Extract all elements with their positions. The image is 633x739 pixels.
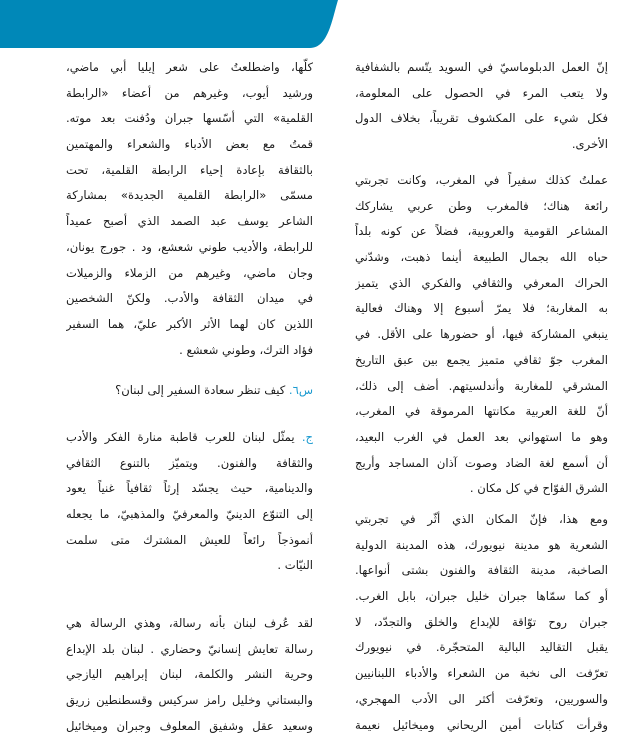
text-line: فؤاد الترك، وطوني شعشع . xyxy=(179,342,313,357)
text-line: الشرق الفوّاح في كل مكان . xyxy=(469,481,608,496)
interview-question xyxy=(66,378,313,404)
text-line: وجان ماضي، وغيرهم من الزملاء والزميلات xyxy=(66,265,313,280)
text-line: والسوريين، وتعرّفت أكثر الى الأدب المهجري، xyxy=(355,691,608,706)
text-line: الشاعر يوسف عبد الصمد الذي أصبح عميداً xyxy=(66,214,313,229)
text-line: المغرب جوّ ثقافي متميز يجمع بين عبق التاريخ xyxy=(355,352,608,367)
text-line: وقرأت كتابات أمين الريحاني وميخائيل نعيمة xyxy=(355,717,608,732)
text-line: وهو ما استهواني بعد العمل في الغرب البعيد، xyxy=(355,429,608,444)
text-line: ومع هذا، فإنّ المكان الذي أثّر في تجربتي xyxy=(355,512,608,526)
answer-marker: ج. xyxy=(301,430,313,444)
text-line: مسمّى «الرابطة القلمية الجديدة» بمشاركة xyxy=(66,188,313,203)
text-line: والثقافة والفنون. ويتميّز بالتنوع الثقافي xyxy=(66,455,313,470)
text-line: القلمية» التي أسّسها جبران ودُفنت بعد موته. xyxy=(66,111,313,126)
text-line: الحراك المعرفي والثقافي والفكري الذي يتميز xyxy=(355,275,608,290)
text-line: لقد عُرف لبنان بأنه رسالة، وهذي الرسالة هي xyxy=(66,616,313,630)
text-line: المشرقي للمغاربة وأندلسيتهم. أضف إلى ذلك، xyxy=(355,378,608,393)
text-line: أو كما سمّاها جبران خليل جبران، بابل الغرب. xyxy=(355,589,608,604)
text-line: فكل شيء على المكشوف تقريباً، بخلاف الدول xyxy=(355,111,608,126)
text-line: والبستاني وخليل رامز سركيس وقسطنطين زريق xyxy=(66,693,313,708)
text-line: إنّ العمل الدبلوماسيّ في السويد يتّسم بالشفافية xyxy=(355,60,608,74)
text-line: كلّها، واضطلعتُ على شعر إيليا أبي ماضي، xyxy=(66,60,313,74)
text-line: وحرية النشر والكلمة، لبنان إبراهيم اليازجي xyxy=(66,667,313,682)
text-line: أن أسمع لغة الضاد وصوت آذان المساجد وأريج xyxy=(355,455,608,470)
question-text: كيف تنظر سعادة السفير إلى لبنان؟ xyxy=(115,383,289,397)
text-line: النيّات . xyxy=(277,558,313,573)
paragraph xyxy=(66,611,313,739)
answer-text: يمثّل لبنان للعرب قاطبة منارة الفكر والأدب xyxy=(66,430,302,444)
text-line: رسالة تعايش إنسانيّ وحضاري . لبنان بلد الإبداع xyxy=(66,641,313,656)
text-line: المشاعر القومية والعروبية، فضلاً عن كونه بلداً xyxy=(355,224,608,239)
text-line: وسعيد عقل وشفيق المعلوف وجبران وميخائيل xyxy=(66,718,313,733)
text-line: إلى التنوّع الدينيّ والمعرفيّ والمذهبيّ، ما يجعله xyxy=(66,507,313,522)
text-line: جبران روح توّاقة للإبداع والخلق والتجدّد، لا xyxy=(355,614,608,629)
paragraph xyxy=(355,507,608,738)
text-line: بالثقافة بإعادة إحياء الرابطة القلمية، تحت xyxy=(66,162,313,177)
paragraph xyxy=(355,55,608,158)
text-line: قمتُ مع بعض الأدباء والشعراء والمهتمين xyxy=(66,137,313,152)
text-line: الشعرية هو مدينة نيويورك، هذه المدينة الدولية xyxy=(355,537,608,552)
text-line: أنّ للغة العربية مكانتها المرموقة في المغرب، xyxy=(355,404,608,419)
paragraph xyxy=(355,168,608,502)
text-line: يقبل التقاليد البالية المتحجّرة. في نيويورك xyxy=(355,640,608,655)
text-line: حباه الله بجمال الطبيعة أينما ذهبت، وشدّني xyxy=(355,250,608,265)
text-line: والدينامية، حيث يجسّد إرثاً ثقافياً غنياً يعود xyxy=(66,481,313,496)
text-line: به المغاربة؛ فلا يمرّ أسبوع إلا وهناك فعالية xyxy=(355,301,608,316)
text-line: الصاخبة، مدينة الثقافة والفنون بشتى أنواعها. xyxy=(355,563,608,578)
text-line: أنموذجاً رائعاً للعيش المشترك متى سلمت xyxy=(66,532,313,547)
text-line: في ميدان الثقافة والأدب. ولكنّ الشخصين xyxy=(66,291,313,306)
answer-first-line xyxy=(66,425,313,451)
text-line: رائعة هناك؛ فالمغرب وطن عربي يشاركك xyxy=(355,198,608,213)
text-line: للرابطة، والأديب طوني شعشع، ود . جورج يونان، xyxy=(66,239,313,254)
paragraph xyxy=(66,55,313,363)
text-line: ولا يتعب المرء في الحصول على المعلومة، xyxy=(355,85,608,100)
header-banner xyxy=(0,0,345,49)
text-line: اللذين كان لهما الأثر الأكبر عليّ، هما السفير xyxy=(66,316,313,331)
text-line: الأخرى. xyxy=(571,137,608,152)
text-line: ورشيد أيوب، وغيرهم من أعضاء «الرابطة xyxy=(66,85,313,100)
question-marker: س٦. xyxy=(288,383,313,397)
answer-lines xyxy=(66,451,313,579)
text-line: ينبغي المشاركة فيها، أو حضورها على الأقل. في xyxy=(355,327,608,342)
interview-answer xyxy=(66,425,313,579)
text-line: عملتُ كذلك سفيراً في المغرب، وكانت تجربتي xyxy=(355,173,608,187)
text-line: تعرّفت الى نخبة من الشعراء والأدباء اللبنانيين xyxy=(355,666,608,681)
